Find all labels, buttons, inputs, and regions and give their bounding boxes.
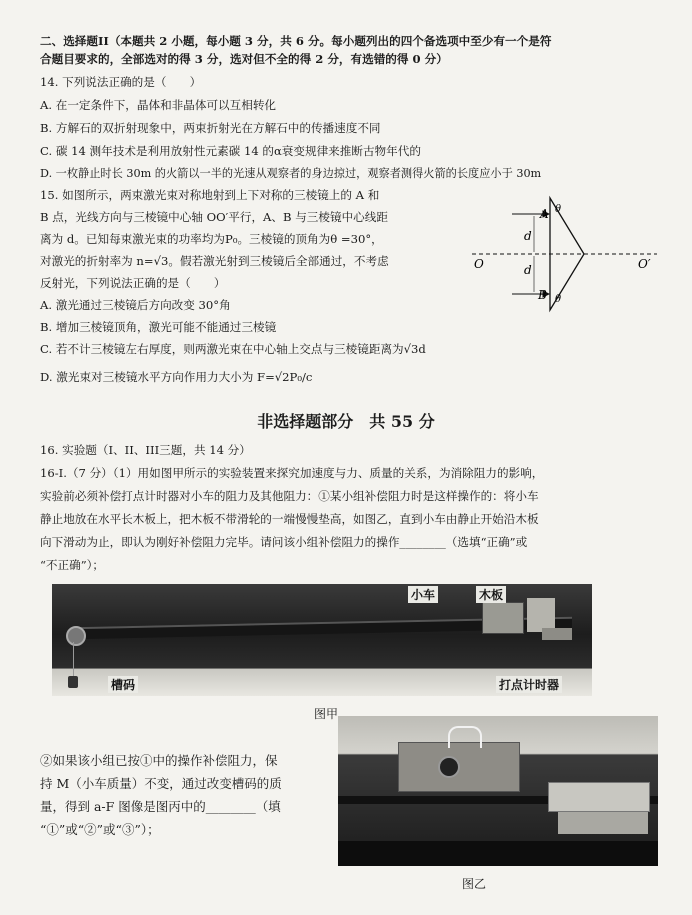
q14-option-c: C. 碳 14 测年技术是利用放射性元素碳 14 的α衰变规律来推断古物年代的 [40, 144, 421, 158]
q14-option-a: A. 在一定条件下，晶体和非晶体可以互相转化 [40, 98, 277, 112]
q15-line2: B 点，光线方向与三棱镜中心轴 OO′平行，A、B 与三棱镜中心线距 [40, 210, 388, 224]
q15-option-d: D. 激光束对三棱镜水平方向作用力大小为 F=√2P₀/c [40, 370, 313, 384]
q15-option-a: A. 激光通过三棱镜后方向改变 30°角 [40, 298, 231, 312]
q15-line5: 反射光，下列说法正确的是（ ） [40, 276, 226, 290]
fig-a-label-weight: 槽码 [108, 676, 138, 693]
q15-option-c: C. 若不计三棱镜左右厚度，则两激光束在中心轴上交点与三棱镜距离为√3d [40, 342, 426, 356]
section2-line1: 二、选择题II（本题共 2 小题，每小题 3 分，共 6 分。每小题列出的四个备选项中至少有一个是符 [40, 34, 552, 48]
q16-p3: 静止地放在水平长木板上，把木板不带滑轮的一端慢慢垫高，如图乙，直到小车由静止开始沿木板 [40, 512, 539, 526]
fig-a-label-car: 小车 [408, 586, 438, 603]
label-b: B [538, 288, 547, 302]
fig-a-label-board: 木板 [476, 586, 506, 603]
q16-p5: “不正确”）； [40, 558, 105, 572]
part2-title: 非选择题部分 共 55 分 [257, 412, 435, 431]
q16-p1: 16-I.（7 分）（1）用如图甲所示的实验装置来探究加速度与力、质量的关系，为消除阻力的影响， [40, 466, 544, 480]
q16-2-l2: 持 M（小车质量）不变，通过改变槽码的质 [40, 776, 282, 791]
q14-option-b: B. 方解石的双折射现象中，两束折射光在方解石中的传播速度不同 [40, 121, 381, 135]
q16-p4: 向下滑动为止，即认为刚好补偿阻力完毕。请问该小组补偿阻力的操作________（选填“正确”或 [40, 535, 528, 549]
label-o: O [474, 257, 484, 271]
q16-2-l4: “①”或“②”或“③”）； [40, 822, 160, 837]
q16-2-l1: ②如果该小组已按①中的操作补偿阻力，保 [40, 753, 278, 768]
q15-line1: 15. 如图所示，两束激光束对称地射到上下对称的三棱镜上的 A 和 [40, 188, 380, 202]
label-d-bottom: d [524, 263, 532, 277]
q15-line3: 离为 d。已知每束激光束的功率均为P₀。三棱镜的顶角为θ =30°， [40, 232, 383, 246]
q16-p2: 实验前必须补偿打点计时器对小车的阻力及其他阻力：①某小组补偿阻力时是这样操作的：将小车 [40, 489, 539, 503]
label-theta-top: θ [555, 204, 562, 215]
section2-line2: 合题目要求的，全部选对的得 3 分，选对但不全的得 2 分，有选错的得 0 分） [40, 52, 448, 66]
q16-2-l3: 量，得到 a-F 图像是图丙中的________（填 [40, 799, 281, 814]
q16-head: 16. 实验题（I、II、III三题，共 14 分） [40, 443, 251, 457]
label-d-top: d [524, 229, 532, 243]
fig-b-caption: 图乙 [462, 877, 487, 891]
photo-fig-b [338, 716, 658, 866]
q15-option-b: B. 增加三棱镜顶角，激光可能不能通过三棱镜 [40, 320, 277, 334]
label-theta-bottom: θ [555, 294, 562, 305]
prism-diagram [472, 192, 662, 322]
fig-a-label-timer: 打点计时器 [496, 676, 562, 693]
q15-line4: 对激光的折射率为 n=√3。假若激光射到三棱镜后全部通过，不考虑 [40, 254, 389, 268]
q14-option-d: D. 一枚静止时长 30m 的火箭以一半的光速从观察者的身边掠过，观察者测得火箭的长度应小于 30m [40, 167, 542, 180]
fig-a-caption: 图甲 [314, 707, 339, 721]
label-o-prime: O′ [638, 257, 651, 271]
q14-stem: 14. 下列说法正确的是（ ） [40, 75, 202, 89]
label-a: A [540, 207, 549, 221]
